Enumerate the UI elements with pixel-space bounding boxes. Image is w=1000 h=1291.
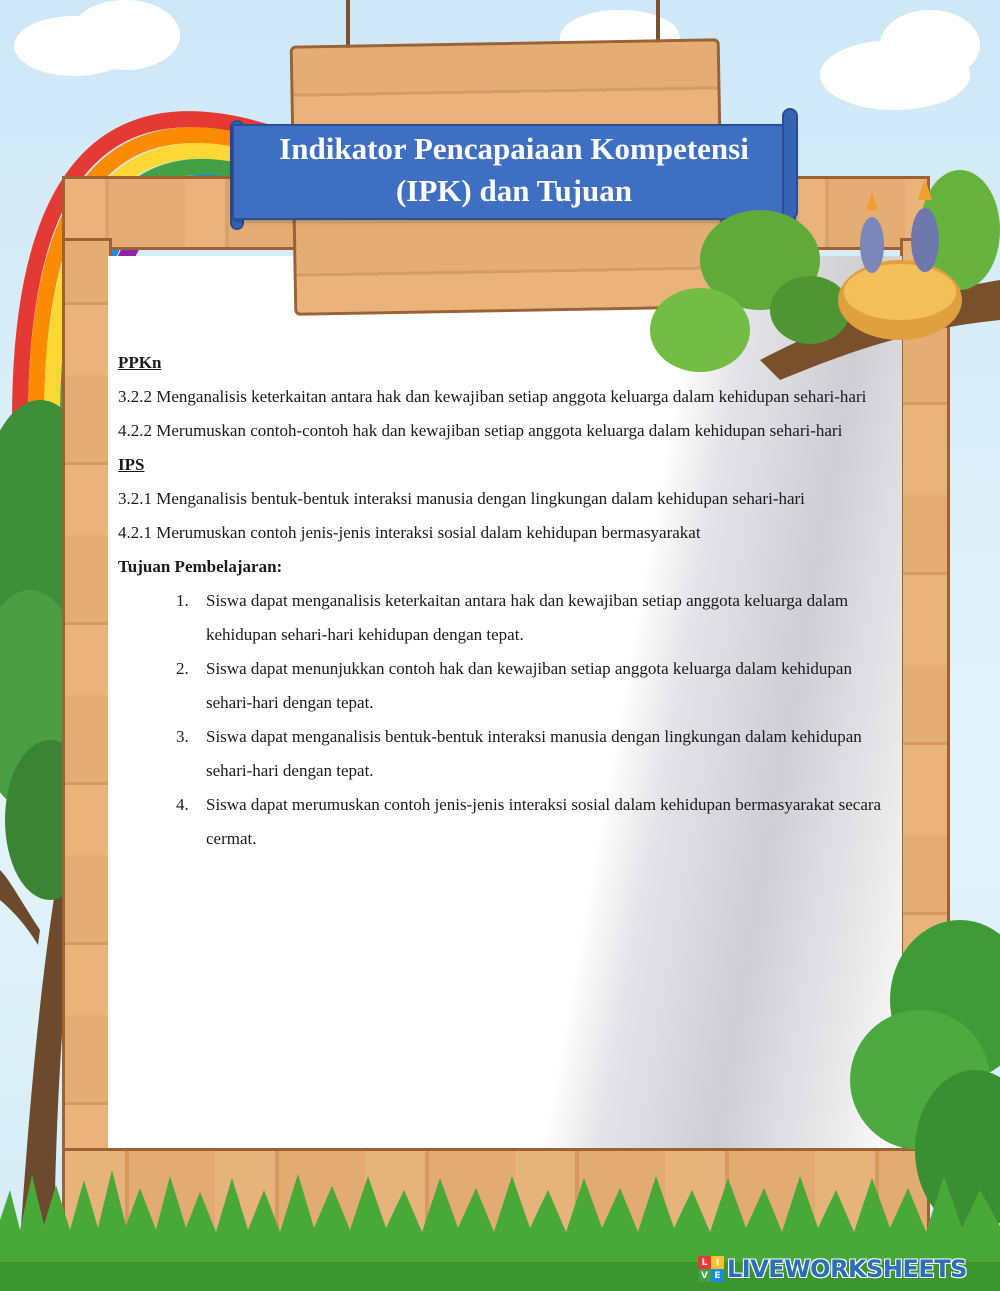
indicator-item: 4.2.1 Merumuskan contoh jenis-jenis interaksi sosial dalam kehidupan bermasyarakat (118, 523, 701, 542)
list-item-number: 2. (176, 659, 189, 678)
learning-goals-list (118, 584, 898, 856)
list-item (118, 584, 898, 652)
list-item (118, 788, 898, 856)
section-heading-ips: IPS (118, 455, 145, 474)
indicator-item: 4.2.2 Merumuskan contoh-contoh hak dan kewajiban setiap anggota keluarga dalam kehidupan sehari-hari (118, 421, 843, 440)
list-item-text: Siswa dapat menunjukkan contoh hak dan kewajiban setiap anggota keluarga dalam kehidupan sehari-hari dengan tepat. (206, 659, 852, 712)
logo-letter: L (698, 1256, 711, 1269)
liveworksheets-watermark (698, 1252, 967, 1286)
logo-letter: V (698, 1269, 711, 1282)
list-item-number: 4. (176, 795, 189, 814)
watermark-text: LIVEWORKSHEETS (727, 1255, 967, 1283)
list-item (118, 652, 898, 720)
section-heading-ppkn: PPKn (118, 353, 162, 372)
section-heading-tujuan: Tujuan Pembelajaran: (118, 557, 283, 576)
list-item-text: Siswa dapat merumuskan contoh jenis-jenis interaksi sosial dalam kehidupan bermasyarakat secara cermat. (206, 795, 882, 848)
liveworksheets-logo-icon (698, 1256, 724, 1282)
indicator-item: 3.2.2 Menganalisis keterkaitan antara hak dan kewajiban setiap anggota keluarga dalam kehidupan sehari-hari (118, 387, 867, 406)
list-item-number: 1. (176, 591, 189, 610)
indicator-item: 3.2.1 Menganalisis bentuk-bentuk interaksi manusia dengan lingkungan dalam kehidupan sehari-hari (118, 489, 805, 508)
list-item-text: Siswa dapat menganalisis keterkaitan antara hak dan kewajiban setiap anggota keluarga dalam kehidupan sehari-hari kehidupan dengan tepat. (206, 591, 849, 644)
page-title-line-1: Indikator Pencapaiaan Kompetensi (279, 131, 749, 166)
list-item-number: 3. (176, 727, 189, 746)
logo-letter: E (711, 1269, 724, 1282)
content-area (118, 346, 898, 856)
list-item (118, 720, 898, 788)
logo-letter: I (711, 1256, 724, 1269)
page-title-line-2: (IPK) dan Tujuan (395, 173, 633, 208)
list-item-text: Siswa dapat menganalisis bentuk-bentuk interaksi manusia dengan lingkungan dalam kehidupan sehari-hari dengan tepat. (206, 727, 862, 780)
